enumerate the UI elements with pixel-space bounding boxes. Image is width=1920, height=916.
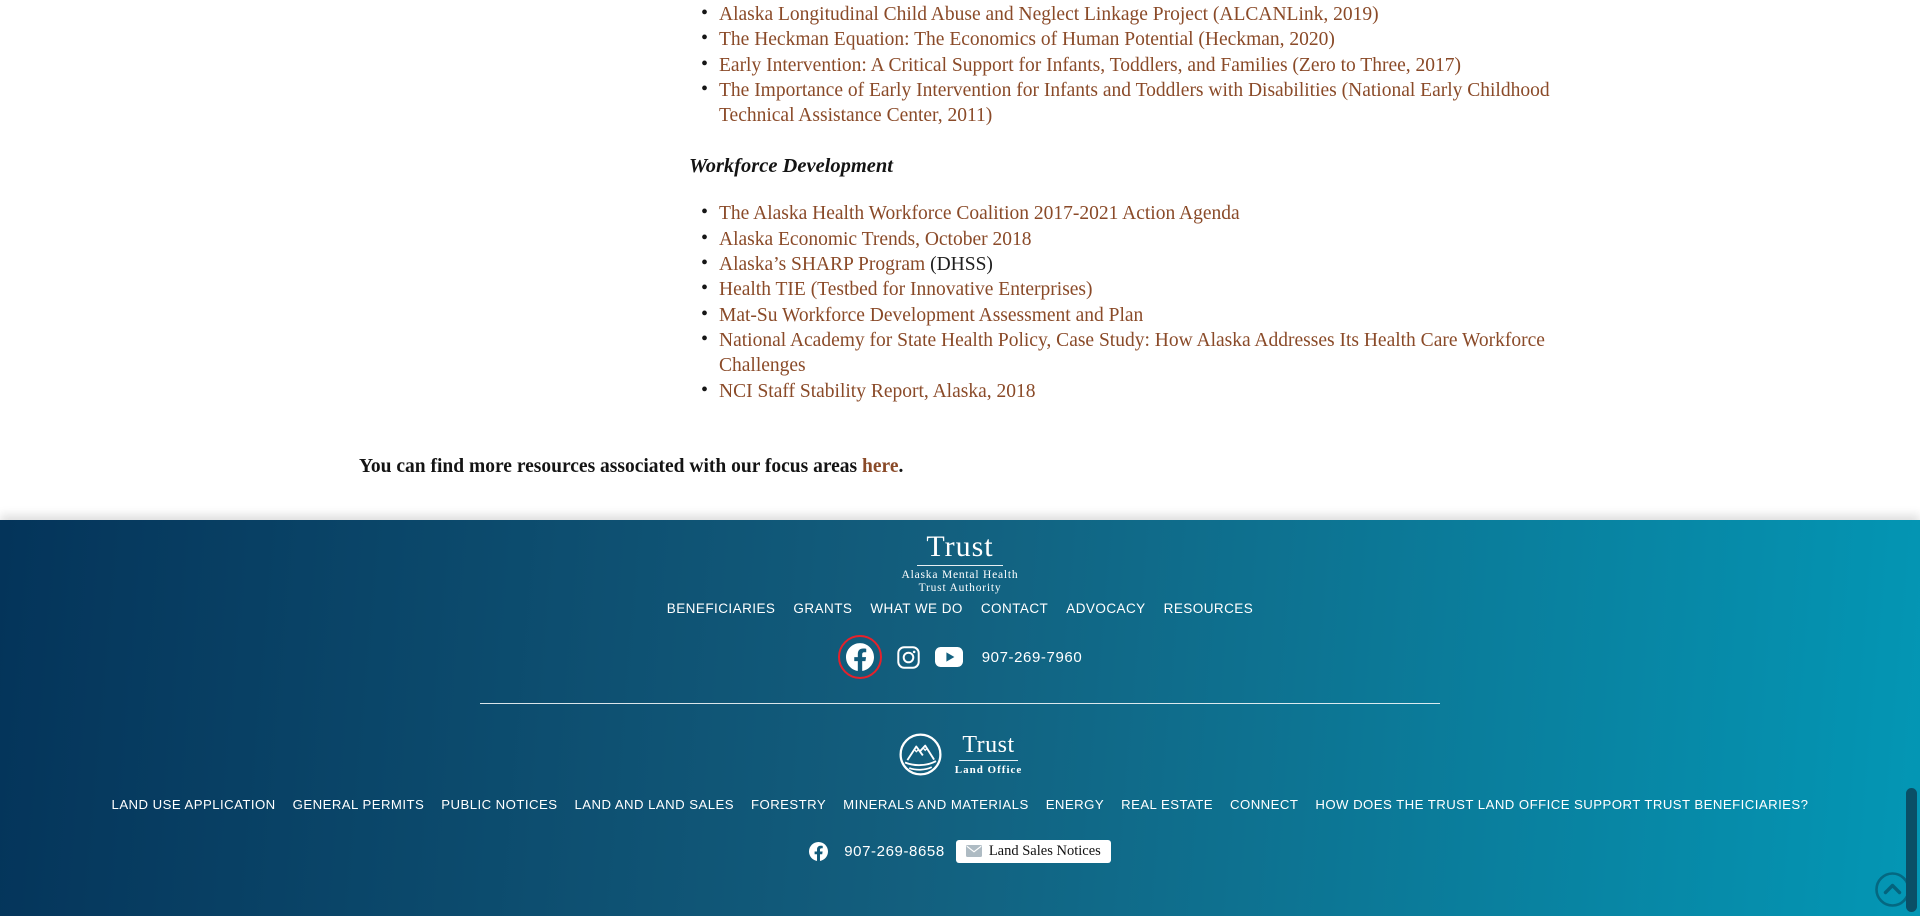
nav-general-permits[interactable]: GENERAL PERMITS <box>292 797 425 812</box>
closing-before: You can find more resources associated with our focus areas <box>359 455 863 477</box>
focus-areas-here-link[interactable]: here <box>862 455 899 477</box>
site-footer <box>0 520 1920 916</box>
nav-real-estate[interactable]: REAL ESTATE <box>1121 797 1214 812</box>
link-suffix: (DHSS) <box>925 254 993 276</box>
land-office-footer-nav <box>0 797 1920 812</box>
list-item <box>719 2 1564 27</box>
resource-link[interactable]: The Alaska Health Workforce Coalition 2017-2021 Action Agenda <box>719 203 1240 225</box>
list-item <box>719 252 1564 277</box>
nav-how-does-tlo-support-beneficiaries[interactable]: HOW DOES THE TRUST LAND OFFICE SUPPORT TRUST BENEFICIARIES? <box>1315 797 1809 812</box>
scrollbar-thumb[interactable] <box>1906 788 1917 912</box>
resource-link[interactable]: Alaska Longitudinal Child Abuse and Neglect Linkage Project (ALCANLink, 2019) <box>719 4 1379 25</box>
list-item <box>719 53 1564 78</box>
trust-social-row <box>0 635 1920 679</box>
closing-text <box>359 456 1920 478</box>
resource-link[interactable]: The Heckman Equation: The Economics of Human Potential (Heckman, 2020) <box>719 29 1335 51</box>
resource-link[interactable]: Early Intervention: A Critical Support for Infants, Toddlers, and Families (Zero to Three, 2017) <box>719 54 1461 76</box>
land-office-contact-row <box>0 838 1920 864</box>
trust-authority-logo[interactable] <box>0 530 1920 595</box>
early-childhood-resource-list <box>719 2 1564 128</box>
land-office-phone-link[interactable]: 907-269-8658 <box>844 842 945 860</box>
nav-land-and-land-sales[interactable]: LAND AND LAND SALES <box>574 797 734 812</box>
mountain-logo-icon <box>898 732 943 777</box>
facebook-icon <box>846 643 874 671</box>
envelope-icon <box>966 845 982 857</box>
land-sales-notices-label: Land Sales Notices <box>988 842 1101 859</box>
list-item <box>719 303 1564 328</box>
nav-beneficiaries[interactable]: BENEFICIARIES <box>666 601 776 616</box>
nav-resources[interactable]: RESOURCES <box>1163 601 1254 616</box>
footer-divider <box>480 703 1440 704</box>
land-office-logo-text <box>955 733 1023 776</box>
nav-what-we-do[interactable]: WHAT WE DO <box>870 601 963 616</box>
resource-link[interactable]: Alaska’s SHARP Program <box>719 254 926 276</box>
trust-land-office-logo[interactable] <box>0 732 1920 777</box>
nav-land-use-application[interactable]: LAND USE APPLICATION <box>111 797 276 812</box>
resource-link[interactable]: The Importance of Early Intervention for Infants and Toddlers with Disabilities (National Early Childhood Technical Assistance Center, 2011) <box>719 79 1550 127</box>
closing-after: . <box>898 455 904 477</box>
land-office-logo-title: Trust <box>959 733 1017 761</box>
land-office-facebook-link[interactable] <box>809 842 828 861</box>
list-item <box>719 328 1564 379</box>
section-heading-workforce-development: Workforce Development <box>689 155 893 178</box>
trust-logo-title: Trust <box>917 533 1002 566</box>
land-office-logo-subtitle: Land Office <box>954 764 1023 776</box>
nav-grants[interactable]: GRANTS <box>793 601 853 616</box>
trust-logo-subtitle-2: Trust Authority <box>918 582 1002 594</box>
resource-link[interactable]: Health TIE (Testbed for Innovative Enterprises) <box>719 279 1093 301</box>
nav-contact[interactable]: CONTACT <box>980 601 1049 616</box>
nav-energy[interactable]: ENERGY <box>1045 797 1105 812</box>
nav-public-notices[interactable]: PUBLIC NOTICES <box>441 797 558 812</box>
youtube-icon <box>935 647 963 667</box>
list-item <box>719 78 1564 129</box>
youtube-link[interactable] <box>935 647 963 667</box>
workforce-resource-list <box>719 201 1564 403</box>
list-item <box>719 27 1564 52</box>
instagram-link[interactable] <box>896 645 921 670</box>
nav-forestry[interactable]: FORESTRY <box>750 797 827 812</box>
nav-connect[interactable]: CONNECT <box>1230 797 1299 812</box>
red-annotation-circle <box>838 635 882 679</box>
resource-link[interactable]: NCI Staff Stability Report, Alaska, 2018 <box>719 380 1036 402</box>
list-item <box>719 379 1564 404</box>
trust-logo-subtitle-1: Alaska Mental Health <box>901 569 1019 581</box>
facebook-icon <box>809 842 828 861</box>
resource-link[interactable]: Alaska Economic Trends, October 2018 <box>719 228 1032 250</box>
resource-link[interactable]: National Academy for State Health Policy, Case Study: How Alaska Addresses Its Health Care Workforce Challenges <box>719 329 1545 377</box>
list-item <box>719 277 1564 302</box>
trust-footer-nav <box>0 601 1920 616</box>
list-item <box>719 201 1564 226</box>
instagram-icon <box>896 645 921 670</box>
facebook-link[interactable] <box>846 643 874 671</box>
resource-link[interactable]: Mat-Su Workforce Development Assessment and Plan <box>719 304 1144 326</box>
nav-advocacy[interactable]: ADVOCACY <box>1066 601 1146 616</box>
land-sales-notices-button[interactable] <box>956 840 1111 863</box>
list-item <box>719 227 1564 252</box>
trust-phone-link[interactable]: 907-269-7960 <box>981 648 1083 666</box>
nav-minerals-and-materials[interactable]: MINERALS AND MATERIALS <box>843 797 1029 812</box>
